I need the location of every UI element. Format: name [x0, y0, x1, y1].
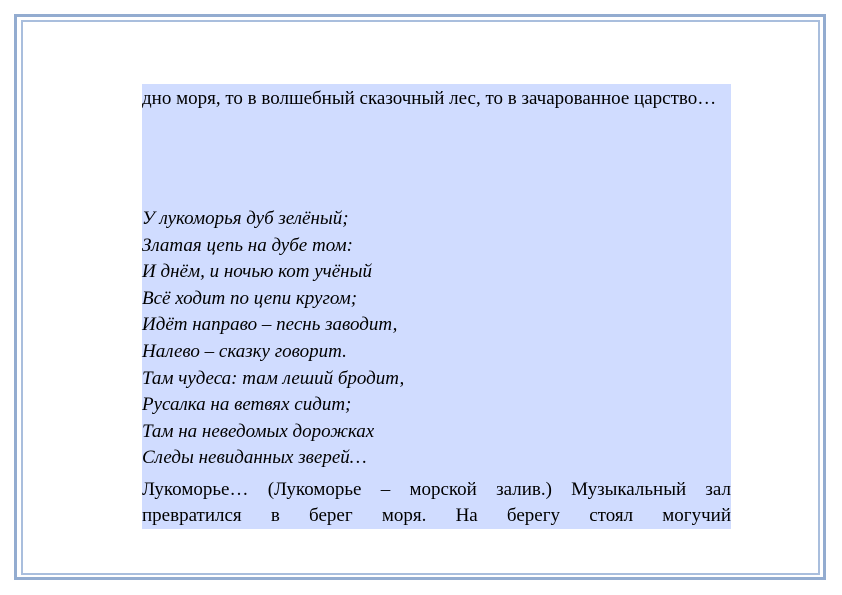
poem-line: Там на неведомых дорожках	[142, 420, 375, 442]
closing-line: Лукоморье… (Лукоморье – морской залив.) Музыкальный зал	[142, 479, 731, 500]
poem-line: У лукоморья дуб зелёный;	[142, 208, 349, 229]
poem-line: Там чудеса: там леший бродит,	[142, 367, 405, 389]
poem-line: Всё ходит по цепи кругом;	[142, 287, 358, 309]
closing-line: превратился в берег моря. На берегу стоял могучий	[142, 505, 731, 526]
poem-line: Златая цепь на дубе том:	[142, 234, 353, 256]
text-block	[142, 84, 731, 529]
poem-line: Следы невиданных зверей…	[142, 447, 367, 469]
poem-line: Налево – сказку говорит.	[142, 340, 347, 362]
closing-paragraph	[142, 477, 731, 529]
intro-paragraph: дно моря, то в волшебный сказочный лес, то в зачарованное царство…	[142, 88, 717, 109]
poem	[142, 206, 404, 472]
poem-line: Идёт направо – песнь заводит,	[142, 314, 398, 336]
poem-line: И днём, и ночью кот учёный	[142, 261, 372, 283]
poem-line: Русалка на ветвях сидит;	[142, 394, 352, 416]
